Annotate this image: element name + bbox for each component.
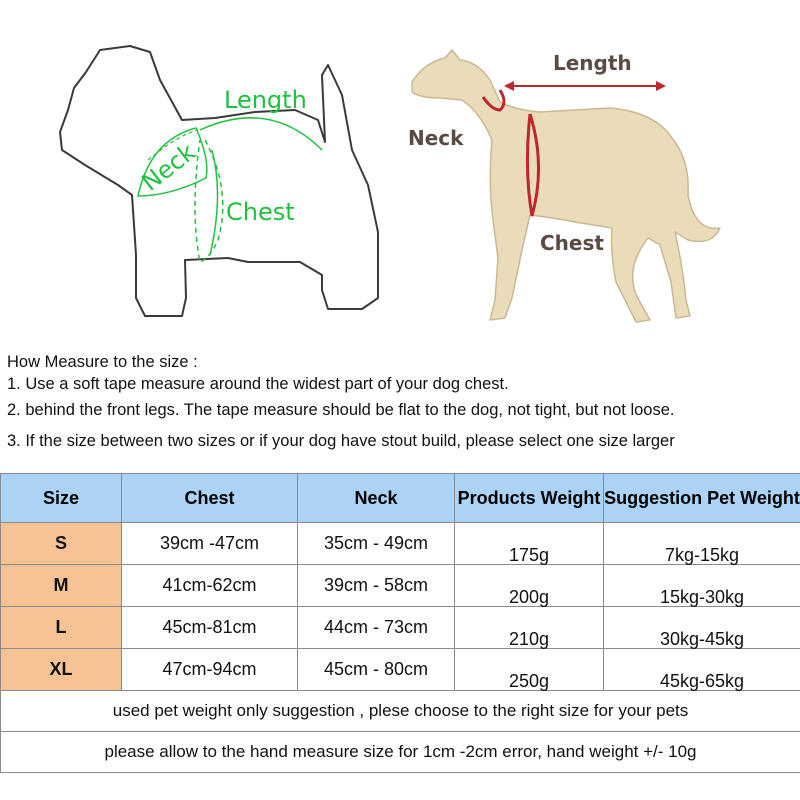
pet-weight-value: 45kg-65kg: [659, 671, 745, 691]
chest-cell: 45cm-81cm: [122, 607, 298, 649]
measurement-error-note: please allow to the hand measure size for 1cm -2cm error, hand weight +/- 10g: [1, 732, 800, 773]
neck-cell: 45cm - 80cm: [298, 649, 455, 691]
right-dog-outline: [412, 50, 720, 322]
right-length-label: Length: [553, 51, 632, 75]
header-size: Size: [1, 474, 122, 523]
left-length-label: Length: [224, 86, 307, 114]
table-note-row: [1, 691, 800, 732]
table-row: [1, 607, 800, 649]
table-row: [1, 649, 800, 691]
neck-cell: 44cm - 73cm: [298, 607, 455, 649]
size-cell: XL: [1, 649, 122, 691]
pet-weight-cell: [604, 607, 800, 649]
product-weight-cell: [455, 565, 604, 607]
instruction-step: 3. If the size between two sizes or if your dog have stout build, please select one size larger: [7, 431, 675, 450]
pet-weight-value: 30kg-45kg: [659, 629, 745, 649]
right-chest-label: Chest: [540, 231, 604, 255]
instruction-step: 1. Use a soft tape measure around the widest part of your dog chest.: [7, 374, 509, 393]
measuring-instructions: [7, 352, 797, 452]
header-chest: Chest: [122, 474, 298, 523]
measurement-diagram: [0, 0, 800, 345]
left-neck-label: Neck: [136, 137, 201, 197]
product-weight-cell: [455, 649, 604, 691]
chest-cell: 47cm-94cm: [122, 649, 298, 691]
table-note-row: [1, 732, 800, 773]
product-weight-value: 200g: [508, 587, 550, 607]
size-cell: M: [1, 565, 122, 607]
header-suggestion-pet-weight: Suggestion Pet Weight: [604, 474, 800, 523]
instructions-title: How Measure to the size :: [7, 353, 198, 371]
table-header-row: [1, 474, 800, 523]
pet-weight-value: 15kg-30kg: [659, 587, 745, 607]
pet-weight-cell: [604, 523, 800, 565]
product-weight-value: 250g: [508, 671, 550, 691]
neck-cell: 35cm - 49cm: [298, 523, 455, 565]
product-weight-value: 175g: [508, 545, 550, 565]
table-row: [1, 565, 800, 607]
size-chart-table: [0, 473, 800, 773]
pet-weight-value: 7kg-15kg: [664, 545, 740, 565]
left-chest-label: Chest: [226, 198, 295, 226]
table-row: [1, 523, 800, 565]
header-neck: Neck: [298, 474, 455, 523]
left-dog-outline: [60, 46, 378, 316]
neck-cell: 39cm - 58cm: [298, 565, 455, 607]
product-weight-cell: [455, 607, 604, 649]
pet-weight-cell: [604, 565, 800, 607]
right-neck-label: Neck: [408, 126, 464, 150]
instruction-step: 2. behind the front legs. The tape measure should be flat to the dog, not tight, but not loose.: [7, 401, 675, 420]
size-cell: L: [1, 607, 122, 649]
header-products-weight: Products Weight: [455, 474, 604, 523]
product-weight-cell: [455, 523, 604, 565]
right-length-arrow: [504, 81, 666, 91]
chest-cell: 39cm -47cm: [122, 523, 298, 565]
size-cell: S: [1, 523, 122, 565]
weight-suggestion-note: used pet weight only suggestion , plese choose to the right size for your pets: [1, 691, 800, 732]
pet-weight-cell: [604, 649, 800, 691]
product-weight-value: 210g: [508, 629, 550, 649]
chest-cell: 41cm-62cm: [122, 565, 298, 607]
